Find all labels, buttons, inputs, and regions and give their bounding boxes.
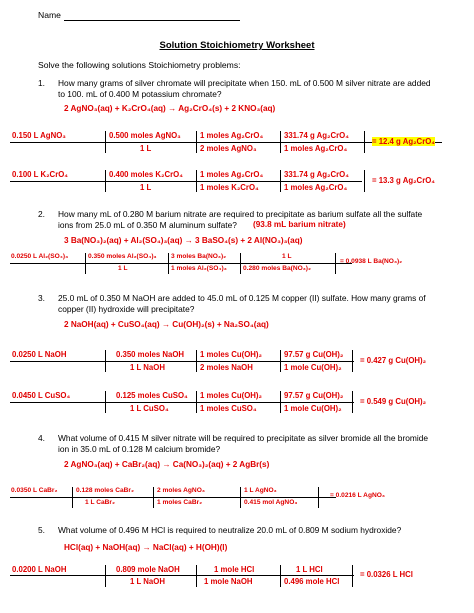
q1-row1-col-line (196, 131, 197, 153)
q3-row1-cell: 1 mole Cu(OH)₂ (284, 363, 342, 372)
name-label: Name (38, 10, 61, 20)
q3-row2-answer: = 0.549 g Cu(OH)₂ (360, 397, 427, 406)
q5-row-col-line (105, 565, 106, 587)
q1-row1-cell: 0.150 L AgNO₃ (12, 131, 66, 140)
q4-row-col-line (318, 487, 319, 508)
q4-row-cell: 1 L CaBr₂ (85, 499, 115, 506)
q3-row2-divider (10, 402, 354, 403)
q1-row1-answer: = 12.4 g Ag₂CrO₄ (372, 137, 436, 146)
q1-row1-col-line (280, 131, 281, 153)
q2-row-divider (10, 263, 352, 264)
q3-row1-divider (10, 361, 354, 362)
q1-row2-cell: 331.74 g Ag₂CrO₄ (284, 170, 349, 179)
q4-text-line2: ion in 35.0 mL of 0.128 M calcium bromide? (58, 444, 221, 454)
q4-row-answer: = 0.0216 L AgNO₃ (330, 492, 385, 499)
q4-row-col-line (153, 487, 154, 508)
q1-row1-cell: 1 moles Ag₂CrO₄ (284, 144, 348, 153)
name-blank-line (64, 20, 240, 21)
q1-text-line1: How many grams of silver chromate will precipitate when 150. mL of 0.500 M silver nitrate are added (58, 78, 431, 88)
q3-number: 3. (38, 293, 45, 303)
q3-row2-cell: 0.125 moles CuSO₄ (116, 391, 188, 400)
q1-row2-cell: 1 L (140, 183, 152, 192)
q2-row-cell: 0.280 moles Ba(NO₃)₂ (243, 265, 311, 272)
q3-row2-col-line (280, 391, 281, 413)
q5-row-cell: 1 mole HCl (214, 565, 255, 574)
q5-row-col-line (280, 565, 281, 587)
q5-equation: HCl(aq) + NaOH(aq) → NaCl(aq) + H(OH)(l) (64, 543, 228, 552)
instructions: Solve the following solutions Stoichiometry problems: (38, 60, 241, 70)
q5-number: 5. (38, 525, 45, 535)
q1-row2-cell: 0.400 moles K₂CrO₄ (109, 170, 183, 179)
q3-row1-col-line (352, 350, 353, 372)
q3-row1-cell: 97.57 g Cu(OH)₂ (284, 350, 344, 359)
q3-row2-col-line (105, 391, 106, 413)
q5-row-cell: 0.0200 L NaOH (12, 565, 67, 574)
q3-row1-col-line (105, 350, 106, 372)
q1-row2-answer: = 13.3 g Ag₂CrO₄ (372, 176, 436, 185)
page-title: Solution Stoichiometry Worksheet (159, 40, 315, 51)
q4-equation: 2 AgNO₃(aq) + CaBr₂(aq) → Ca(NO₃)₂(aq) + 2 AgBr(s) (64, 460, 270, 469)
q2-text-line1: How many mL of 0.280 M barium nitrate are required to precipitate as barium sulfate all the sulfate (58, 209, 423, 219)
q1-row2-col-line (280, 170, 281, 192)
q1-row2-cell: 1 moles Ag₂CrO₄ (200, 170, 264, 179)
q3-row1-cell: 0.0250 L NaOH (12, 350, 67, 359)
q5-row-col-line (352, 565, 353, 587)
q1-number: 1. (38, 78, 45, 88)
q2-equation: 3 Ba(NO₃)₂(aq) + Al₂(SO₄)₃(aq) → 3 BaSO₄(s) + 2 Al(NO₃)₃(aq) (64, 236, 303, 245)
q5-text-line1: What volume of 0.496 M HCl is required to neutralize 20.0 mL of 0.809 M sodium hydroxide? (58, 525, 402, 535)
q4-text-line1: What volume of 0.415 M silver nitrate will be required to precipitate as silver bromide all the bromide (58, 433, 429, 443)
q3-row2-cell: 1 moles CuSO₄ (200, 404, 257, 413)
q2-text-line2: ions from 25.0 mL of 0.350 M aluminum sulfate? (58, 220, 237, 230)
q2-number: 2. (38, 209, 45, 219)
q3-row2-cell: 1 L CuSO₄ (130, 404, 169, 413)
q2-row-cell: 1 moles Al₂(SO₄)₃ (171, 265, 227, 272)
q1-equation: 2 AgNO₃(aq) + K₂CrO₄(aq) → Ag₂CrO₄(s) + 2 KNO₃(aq) (64, 104, 276, 113)
q1-row2-col-line (196, 170, 197, 192)
q5-row-answer: = 0.0326 L HCl (360, 570, 413, 579)
q3-row1-cell: 1 moles Cu(OH)₂ (200, 350, 262, 359)
q4-number: 4. (38, 433, 45, 443)
q5-row-col-line (196, 565, 197, 587)
q5-row-cell: 0.496 mole HCl (284, 577, 340, 586)
q1-row2-divider (10, 181, 362, 182)
q2-row-cell: 1 L (118, 265, 128, 272)
q1-row2-cell: 1 moles K₂CrO₄ (200, 183, 259, 192)
q3-row1-cell: 0.350 moles NaOH (116, 350, 185, 359)
q4-row-cell: 0.0350 L CaBr₂ (11, 487, 58, 494)
q2-row-col-line (85, 253, 86, 274)
q4-row-cell: 0.415 mol AgNO₃ (244, 499, 298, 506)
q1-row2-cell: 1 moles Ag₂CrO₄ (284, 183, 348, 192)
q3-row1-col-line (196, 350, 197, 372)
q1-row2-col-line (105, 170, 106, 192)
q3-row2-cell: 1 moles Cu(OH)₂ (200, 391, 262, 400)
q5-row-divider (10, 575, 354, 576)
q1-text-line2: to 100. mL of 0.400 M potassium chromate? (58, 89, 222, 99)
q2-row-cell: 0.0250 L Al₂(SO₄)₃ (11, 253, 69, 260)
q4-row-cell: 1 moles CaBr₂ (157, 499, 203, 506)
q1-row1-col-line (105, 131, 106, 153)
q1-row2-col-line (364, 170, 365, 192)
q3-row2-cell: 0.0450 L CuSO₄ (12, 391, 71, 400)
q2-answer-inline: (93.8 mL barium nitrate) (253, 220, 346, 229)
q2-row-col-line (335, 253, 336, 274)
q2-row-cell: 3 moles Ba(NO₃)₂ (171, 253, 227, 260)
q2-row-col-line (240, 253, 241, 274)
q3-row2-col-line (352, 391, 353, 413)
q5-row-cell: 0.809 mole NaOH (116, 565, 180, 574)
q5-row-cell: 1 L NaOH (130, 577, 165, 586)
q4-row-cell: 0.128 moles CaBr₂ (76, 487, 134, 494)
q4-row-divider (10, 497, 336, 498)
q1-row1-cell: 2 moles AgNO₃ (200, 144, 257, 153)
q3-row2-col-line (196, 391, 197, 413)
q1-row1-cell: 331.74 g Ag₂CrO₄ (284, 131, 349, 140)
q3-text-line1: 25.0 mL of 0.350 M NaOH are added to 45.0 mL of 0.125 M copper (II) sulfate. How many grams of (58, 293, 426, 303)
q1-row1-cell: 1 L (140, 144, 152, 153)
q3-row2-cell: 1 mole Cu(OH)₂ (284, 404, 342, 413)
q2-row-cell: 0.350 moles Al₂(SO₄)₃ (88, 253, 157, 260)
q3-row2-cell: 97.57 g Cu(OH)₂ (284, 391, 344, 400)
q3-row1-col-line (280, 350, 281, 372)
q2-row-col-line (168, 253, 169, 274)
q1-row2-cell: 0.100 L K₂CrO₄ (12, 170, 69, 179)
q3-row1-cell: 1 L NaOH (130, 363, 165, 372)
q1-row1-col-line (364, 131, 365, 153)
q5-row-cell: 1 L HCl (296, 565, 323, 574)
q4-row-col-line (72, 487, 73, 508)
q1-row1-cell: 0.500 moles AgNO₃ (109, 131, 181, 140)
q4-row-cell: 2 moles AgNO₃ (157, 487, 205, 494)
q3-text-line2: copper (II) hydroxide will precipitate? (58, 304, 195, 314)
q3-row1-cell: 2 moles NaOH (200, 363, 253, 372)
q4-row-col-line (240, 487, 241, 508)
q2-row-cell: 1 L (282, 253, 292, 260)
q1-row1-cell: 1 moles Ag₂CrO₄ (200, 131, 264, 140)
q3-equation: 2 NaOH(aq) + CuSO₄(aq) → Cu(OH)₂(s) + Na₂SO₄(aq) (64, 320, 269, 329)
q3-row1-answer: = 0.427 g Cu(OH)₂ (360, 356, 427, 365)
q4-row-cell: 1 L AgNO₃ (244, 487, 277, 494)
q2-row-answer: = 0.0938 L Ba(NO₃)₂ (340, 258, 403, 265)
q5-row-cell: 1 mole NaOH (204, 577, 253, 586)
